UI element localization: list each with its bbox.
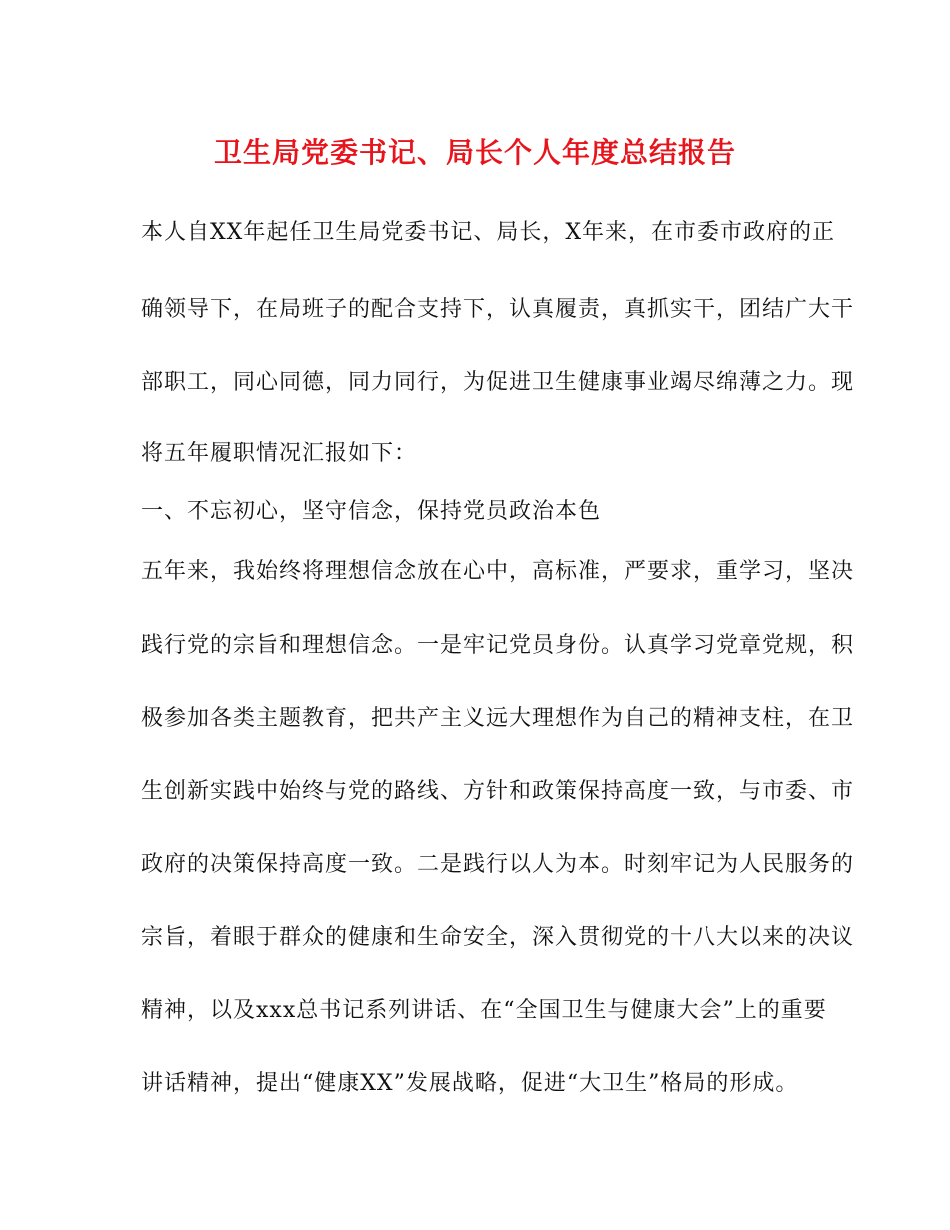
paragraph-line: 精神，以及xxx总书记系列讲话、在“全国卫生与健康大会”上的重要 xyxy=(141,998,827,1023)
paragraph-line: 本人自XX年起任卫生局党委书记、局长，X年来，在市委市政府的正 xyxy=(141,220,835,245)
paragraph-line: 将五年履职情况汇报如下： xyxy=(141,441,418,466)
section-heading: 一、不忘初心，坚守信念，保持党员政治本色 xyxy=(141,499,602,524)
paragraph-line: 生创新实践中始终与党的路线、方针和政策保持高度一致，与市委、市 xyxy=(141,779,855,804)
paragraph-line: 部职工，同心同德，同力同行，为促进卫生健康事业竭尽绵薄之力。现 xyxy=(141,370,855,395)
paragraph-line: 政府的决策保持高度一致。二是践行以人为本。时刻牢记为人民服务的 xyxy=(141,852,855,877)
paragraph-line: 讲话精神，提出“健康XX”发展战略，促进“大卫生”格局的形成。 xyxy=(141,1071,799,1096)
document-title: 卫生局党委书记、局长个人年度总结报告 xyxy=(213,136,736,169)
paragraph-line: 五年来，我始终将理想信念放在心中，高标准，严要求，重学习，坚决 xyxy=(141,559,855,584)
paragraph-line: 极参加各类主题教育，把共产主义远大理想作为自己的精神支柱，在卫 xyxy=(141,706,855,731)
paragraph-line: 践行党的宗旨和理想信念。一是牢记党员身份。认真学习党章党规，积 xyxy=(141,633,855,658)
paragraph-line: 确领导下，在局班子的配合支持下，认真履责，真抓实干，团结广大干 xyxy=(141,297,855,322)
paragraph-line: 宗旨，着眼于群众的健康和生命安全，深入贯彻党的十八大以来的决议 xyxy=(141,925,855,950)
